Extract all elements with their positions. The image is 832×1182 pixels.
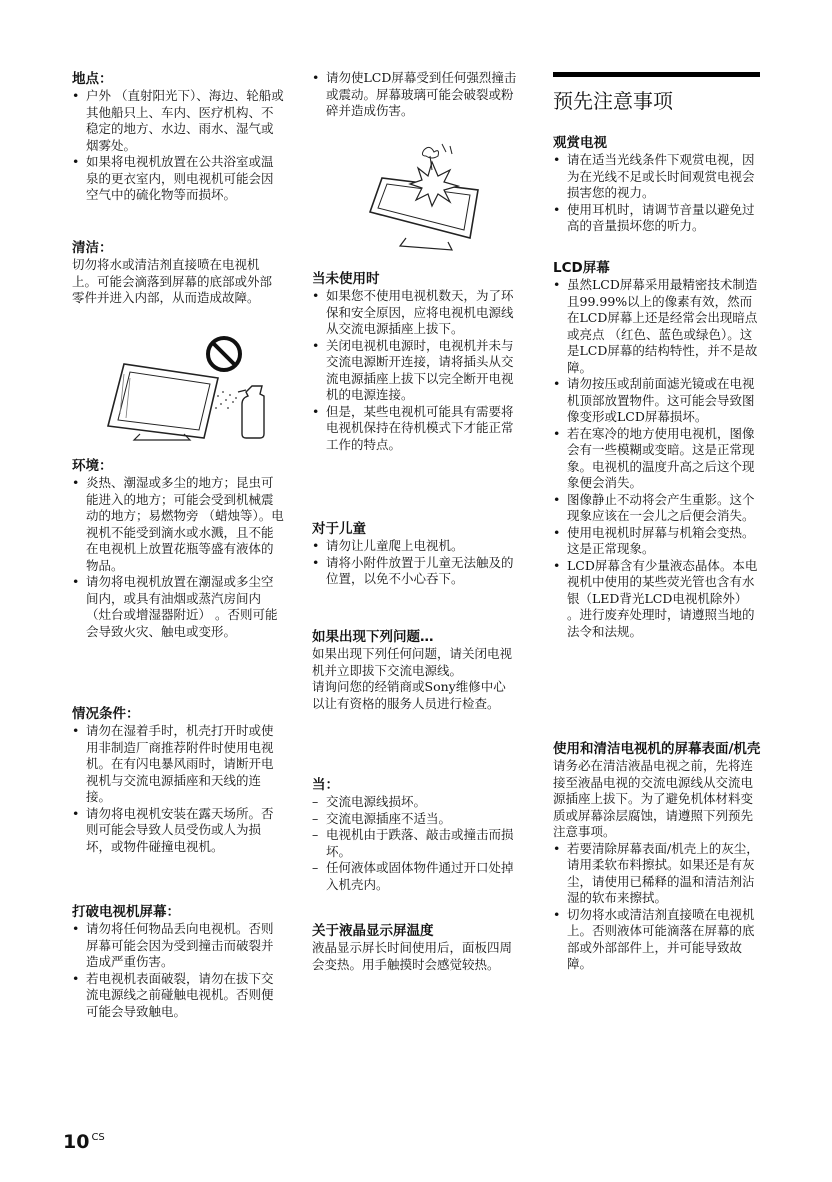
list-item: • 如果将电视机放置在公共浴室或温泉的更衣室内，则电视机可能会因空气中的硫化物等而损坏。 — [72, 154, 274, 202]
list-item: • 炎热、潮湿或多尘的地方；昆虫可能进入的地方；可能会受到机械震动的地方；易燃物旁 （蜡烛等）。电视机不能受到滴水或水溅，且不能在电视机上放置花瓶等盛有液体的物品。 — [72, 475, 284, 573]
section-heading: 当未使用时 — [312, 271, 380, 287]
tv-impact-illustration — [360, 142, 490, 260]
bullet-mark: • — [553, 524, 561, 540]
title-rule — [553, 72, 760, 77]
list-item: • 请勿将电视机放置在潮湿或多尘空间内，或具有油烟或蒸汽房间内 （灶台或增湿器附近） 。否则可能会导致火灾、触电或变形。 — [72, 574, 278, 639]
bullet-list — [312, 538, 524, 588]
dash-mark: – — [312, 810, 319, 826]
bullet-mark: • — [553, 840, 561, 856]
section-not-in-use — [312, 270, 524, 453]
list-item: – 交流电源插座不适当。 — [312, 810, 452, 826]
list-item: • 使用电视机时屏幕与机箱会变热。这是正常现象。 — [553, 524, 755, 556]
list-item: – 电视机由于跌落、敲击或撞击而损坏。 — [312, 827, 514, 859]
list-item: • 但是，某些电视机可能具有需要将电视机保持在待机模式下才能正常工作的特点。 — [312, 403, 514, 452]
bullet-list — [312, 70, 524, 120]
list-item: • 若在寒冷的地方使用电视机，图像会有一些模糊或变暗。这是正常现象。电视机的温度升高之后这个现象便会消失。 — [553, 425, 755, 490]
section-heading: 当： — [312, 777, 339, 793]
bullet-mark: • — [553, 201, 561, 217]
list-item: • 请勿按压或刮前面滤光镜或在电视机顶部放置物件。这可能会导致图像变形或LCD屏幕损坏。 — [553, 376, 755, 424]
section-text: 如果出现下列任何问题，请关闭电视机并立即拔下交流电源线。 — [312, 646, 513, 678]
list-item: • 图像静止不动将会产生重影。这个现象应该在一会儿之后便会消失。 — [553, 491, 755, 523]
section-when — [312, 776, 518, 893]
list-item: • 户外 （直射阳光下）、海边、轮船或其他船只上、车内、医疗机构、不稳定的地方、水边、雨水、湿气或烟雾处。 — [72, 88, 284, 153]
list-item: • 关闭电视机电源时，电视机并未与交流电源断开连接，请将插头从交流电源插座上拔下以完全断开电视机的电源连接。 — [312, 337, 514, 402]
section-location — [72, 70, 284, 204]
bullet-mark: • — [312, 403, 320, 419]
bullet-mark: • — [312, 554, 320, 570]
section-heading: 情况条件： — [72, 706, 140, 722]
list-item: • 请勿将电视机安装在露天场所。否则可能会导致人员受伤或人为损坏，或物件碰撞电视机。 — [72, 805, 274, 854]
section-broken-screen — [72, 903, 284, 1020]
section-viewing — [553, 134, 763, 235]
bullet-list — [553, 841, 763, 973]
bullet-list — [72, 921, 284, 1020]
section-text: 液晶显示屏长时间使用后，面板四周会变热。用手触摸时会感觉较热。 — [312, 940, 513, 972]
list-item: • 如果您不使用电视机数天，为了环保和安全原因，应将电视机电源线从交流电源插座上拔下。 — [312, 288, 514, 336]
bullet-list — [312, 288, 524, 453]
section-text: 请询问您的经销商或Sony维修中心以让有资格的服务人员进行检查。 — [312, 679, 506, 711]
bullet-mark: • — [553, 277, 561, 292]
list-item: • 请将小附件放置于儿童无法触及的位置，以免不小心吞下。 — [312, 554, 514, 586]
section-situation — [72, 705, 284, 855]
bullet-mark: • — [553, 376, 561, 391]
bullet-mark: • — [553, 425, 561, 441]
section-cleaning — [72, 239, 272, 307]
bullet-mark: • — [553, 491, 561, 507]
list-item: • 切勿将水或清洁剂直接喷在电视机上。否则液体可能滴落在屏幕的底部或外部部件上，并可能导致故障。 — [553, 906, 755, 971]
bullet-mark: • — [72, 723, 80, 738]
list-item: • 请勿在湿着手时，机壳打开时或使用非制造厂商推荐附件时使用电视机。在有闪电暴风雨时，请断开电视机与交流电源插座和天线的连接。 — [72, 723, 274, 804]
section-lcd-screen — [553, 259, 763, 640]
dash-list — [312, 794, 518, 893]
bullet-mark: • — [312, 337, 320, 353]
section-environment — [72, 457, 284, 640]
section-heading: 对于儿童 — [312, 521, 366, 537]
section-heading: 如果出现下列问题… — [312, 629, 434, 645]
bullet-list — [72, 723, 284, 855]
list-item: • 若电视机表面破裂，请勿在拔下交流电源线之前碰触电视机。否则便可能会导致触电。 — [72, 970, 274, 1019]
page-number: 10 $^{CS}$ — [63, 1131, 105, 1153]
bullet-mark: • — [553, 152, 561, 167]
section-heading: 清洁： — [72, 240, 113, 256]
bullet-mark: • — [72, 921, 80, 936]
bullet-mark: • — [72, 574, 80, 589]
section-problems — [312, 628, 518, 712]
bullet-list — [553, 277, 763, 640]
section-heading: 环境： — [72, 458, 113, 474]
list-item: – 交流电源线损坏。 — [312, 794, 427, 809]
page-title: 预先注意事项 — [553, 89, 673, 113]
bullet-mark: • — [553, 557, 561, 573]
section-text: 请务必在清洁液晶电视之前，先将连接至液晶电视的交流电源线从交流电源插座上拔下。为了避免机体材料变质或屏幕涂层腐蚀，请遵照下列预先注意事项。 — [553, 758, 754, 839]
bullet-list — [72, 88, 284, 204]
section-text: 切勿将水或清洁剂直接喷在电视机上。可能会滴落到屏幕的底部或外部零件并进入内部，从而造成故障。 — [72, 257, 273, 305]
list-item: • 虽然LCD屏幕采用最精密技术制造且99.99%以上的像素有效，然而在LCD屏幕上还是经常会出现暗点或亮点 （红色、蓝色或绿色）。这是LCD屏幕的结构特性，并不是故障。 — [553, 277, 758, 375]
section-lcd-temperature — [312, 922, 518, 973]
bullet-mark: • — [312, 288, 320, 303]
section-heading: 使用和清洁电视机的屏幕表面/机壳 — [553, 741, 761, 757]
list-item: • 使用耳机时，请调节音量以避免过高的音量损坏您的听力。 — [553, 201, 755, 233]
dash-mark: – — [312, 794, 319, 809]
section-heading: 观赏电视 — [553, 135, 607, 151]
section-heading: LCD屏幕 — [553, 260, 610, 276]
section-screen-cleaning — [553, 740, 763, 973]
bullet-mark: • — [553, 906, 561, 922]
bullet-mark: • — [72, 154, 80, 169]
section-heading: 关于液晶显示屏温度 — [312, 923, 434, 939]
bullet-list — [72, 475, 284, 640]
list-item: – 任何液体或固体物件通过开口处掉入机壳内。 — [312, 860, 514, 892]
bullet-mark: • — [72, 970, 80, 986]
list-item: • 请勿使LCD屏幕受到任何强烈撞击或震动。屏幕玻璃可能会破裂或粉碎并造成伤害。 — [312, 70, 517, 118]
section-heading: 打破电视机屏幕： — [72, 904, 180, 920]
list-item: • LCD屏幕含有少量液态晶体。本电视机中使用的某些荧光管也含有水银（LED背光LCD电视机除外） 。进行废弃处理时，请遵照当地的法令和法规。 — [553, 557, 758, 639]
dash-mark: – — [312, 860, 319, 875]
tv-spray-prohibited-illustration — [100, 334, 280, 442]
bullet-list — [553, 152, 763, 235]
dash-mark: – — [312, 827, 319, 842]
section-children — [312, 520, 524, 588]
list-item: • 请在适当光线条件下观赏电视，因为在光线不足或长时间观赏电视会损害您的视力。 — [553, 152, 755, 200]
bullet-mark: • — [312, 70, 320, 85]
list-item: • 请勿将任何物品丢向电视机。否则屏幕可能会因为受到撞击而破裂并造成严重伤害。 — [72, 921, 274, 969]
section-impact — [312, 70, 524, 120]
page-suffix: CS — [91, 1132, 105, 1143]
bullet-mark: • — [72, 805, 80, 821]
list-item: • 请勿让儿童爬上电视机。 — [312, 538, 464, 553]
bullet-mark: • — [72, 88, 80, 103]
section-heading: 地点： — [72, 71, 113, 87]
list-item: • 若要清除屏幕表面/机壳上的灰尘，请用柔软布料擦拭。如果还是有灰尘，请使用已稀释的温和清洁剂沾湿的软布来擦拭。 — [553, 840, 759, 905]
bullet-mark: • — [312, 538, 320, 553]
bullet-mark: • — [72, 475, 80, 490]
